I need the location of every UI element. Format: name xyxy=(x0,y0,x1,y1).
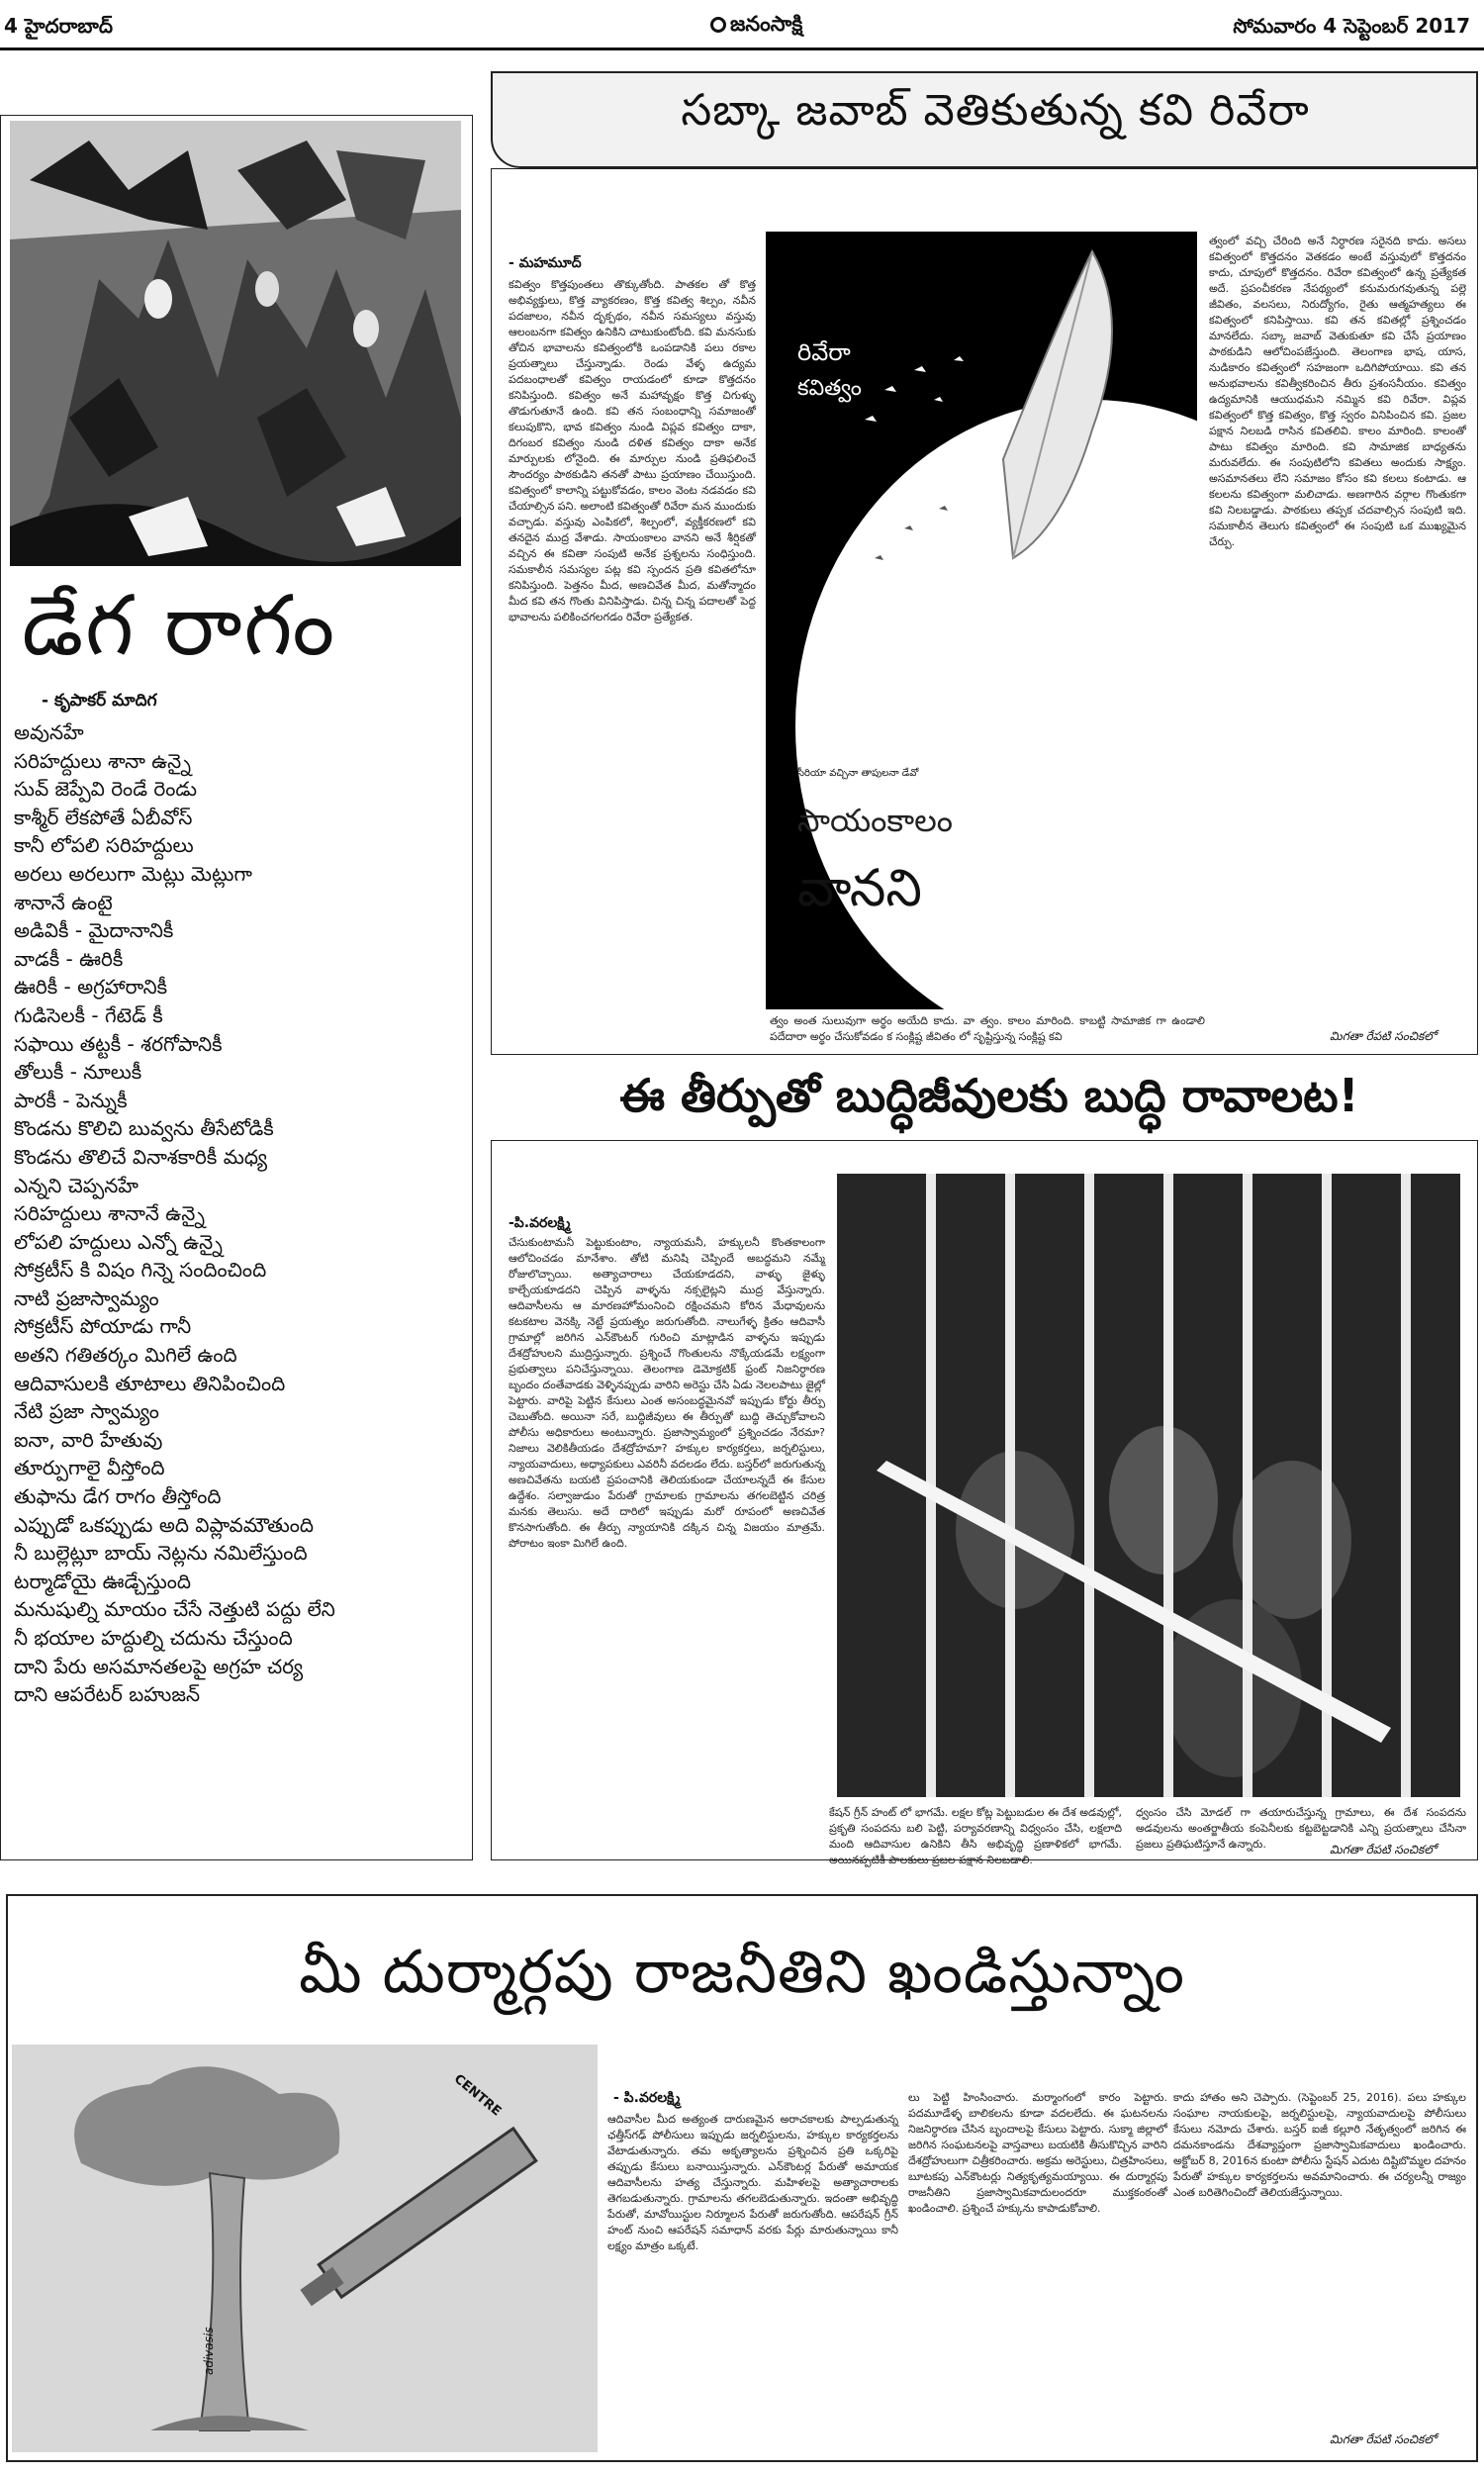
masthead-rule xyxy=(0,48,1484,50)
article1-byline: - మహమూద్ xyxy=(509,255,582,271)
newspaper-logo-icon xyxy=(710,17,726,33)
poem-line: సోక్రటీస్ కి విషం గిన్నె సందించింది xyxy=(14,1258,267,1283)
poem-line: దాని ఆపరేటర్ బహుజన్ xyxy=(14,1682,201,1707)
poem-line: నాటి ప్రజాస్వామ్యం xyxy=(14,1285,159,1310)
poem-line: నేటి ప్రజా స్వామ్యం xyxy=(14,1399,159,1424)
cartoon-image xyxy=(12,2045,598,2452)
poem-line: ఐనా, వారి హేతువు xyxy=(14,1427,163,1452)
article1-col2: త్వంలో వచ్చి చేరింది అనే నిర్ధారణ సరైనది కాదు. అసలు కవిత్వంలో కొత్తదనం వెతకడం అంటే వస్తువులో కొత్తదనం కాదు, చూపులో కొత్తదనం. రివేరా కవిత్వంలో ఉన్న ప్రత్యేకత అదే. ప్రపంచీకరణ నేపథ్యంలో కనుమరుగవుతున్న పల్లె జీవితం, వలసలు, నిరుద్యోగం, రైతు ఆత్మహత్యలు ఈ కవిత్వంలో కనిపిస్తాయి. కవి తన కవితల్లో ప్రశ్నించడం మానలేదు. సబ్కా జవాబ్ వెతుకుతూ కవి చేసే ప్రయాణం పాఠకుడిని ఆలోచింపజేస్తుంది. తెలంగాణ భాష, యాస, నుడికారం కవిత్వంలో సహజంగా ఒదిగిపోయాయి. కవి తన అనుభవాలను కవిత్వీకరించిన తీరు ప్రశంసనీయం. కవిత్వం ఉద్యమానికి ఆయుధమని నమ్మిన కవి రివేరా. విప్లవ కవిత్వంలో కొత్త కవిత్వం, కొత్త స్వరం వినిపించిన కవి. ప్రజల పక్షాన నిలబడి రాసిన కవితలివి. కాలం మారింది. కాలంతో పాటు కవిత్వం మారింది. కవి సామాజిక బాధ్యతను మరువలేదు. ఈ సంపుటిలోని కవితలు అందుకు సాక్ష్యం. అసమానతలు లేని సమాజం కోసం కవి కలలు కంటాడు. ఆ కలలను కవిత్వంగా మలిచాడు. అణగారిన వర్గాల గొంతుకగా కవి నిలబడ్డాడు. పాఠకులు తప్పక చదవాల్సిన సంపుటి ఇది. సమకాలీన తెలుగు కవిత్వంలో ఈ సంపుటి ఒక ముఖ్యమైన చేర్పు. xyxy=(1209,235,1466,548)
poem-line: అడివికీ - మైదానానికీ xyxy=(14,918,174,943)
poem-line: అతని గతితర్కం మిగిలే ఉంది xyxy=(14,1343,237,1368)
issue-date: సోమవారం 4 సెప్టెంబర్ 2017 xyxy=(1233,14,1470,38)
poem-line: లోపలి హద్దులు ఎన్నో ఉన్నై xyxy=(14,1229,223,1254)
poem-line: టర్మాడోయై ఊడ్చేస్తుంది xyxy=(14,1569,192,1593)
article3-col3: కాదు హాతం అని చెప్పారు. (సెప్టెంబర్ 25, 2016). పలు హక్కుల సంఘాల నాయకులపై, జర్నలిస్టులపై, న్యాయవాదులపై పోలీసులు కేసులు నమోదు చేశారు. బస్తర్ ఐజీ కల్లూరి నేతృత్వంలో జరిగిన ఈ దమనకాండను దేశవ్యాప్తంగా ప్రజాస్వామికవాదులు ఖండించారు. అక్టోబర్ 8, 2016న కుంటా పోలీసు స్టేషన్ ఎదుట దిష్టిబొమ్మల దహనం పేరుతో హక్కుల కార్యకర్తలను అవమానించారు. ఈ చర్యలన్నీ రాజ్యం ఎంత బరితెగించిందో తెలియజేస్తున్నాయి. xyxy=(1173,2091,1466,2199)
poem-title: డేగ రాగం xyxy=(22,577,337,674)
article2-byline: -పి.వరలక్ష్మి xyxy=(509,1215,571,1231)
poem-line: కొండను తొలిచే వినాశకారికీ మధ్య xyxy=(14,1144,267,1169)
newspaper-name xyxy=(710,12,802,42)
poem-line: సఫాయి తట్టకీ - శరగోపానికీ xyxy=(14,1031,223,1056)
poem-line: తోలుకీ - నూలుకీ xyxy=(14,1060,142,1085)
article2-headline: ఈ తీర్పుతో బుద్ధిజీవులకు బుద్ధి రావాలట! xyxy=(619,1069,1359,1122)
article3-col2: లు పెట్టి హింసించారు. మర్మాంగంలో కారం పెట్టారు. పదమూడేళ్ళ బాలికలను కూడా వదలలేదు. ఈ ఘటనలను నిజనిర్ధారణ చేసిన బృందాలపై కేసులు పెట్టారు. సుక్మా జిల్లాలో జరిగిన సంఘటనలపై వాస్తవాలు బయటికి తీసుకొచ్చిన వారిని దేశద్రోహులుగా చిత్రీకరించారు. అక్రమ అరెస్టులు, చిత్రహింసలు, బూటకపు ఎన్‌కౌంటర్లు నిత్యకృత్యమయ్యాయి. ఈ దుర్మార్గపు రాజనీతిని ప్రజాస్వామికవాదులందరూ ముక్తకంఠంతో ఖండించాలి. ప్రశ్నించే హక్కును కాపాడుకోవాలి. xyxy=(908,2091,1167,2215)
article2-credit: మిగతా రేపటి సంచికలో xyxy=(1330,1843,1437,1856)
poem-line: వాడకీ - ఊరికీ xyxy=(14,946,124,971)
poem-line: తుఫాను డేగ రాగం తీస్తోంది xyxy=(14,1484,222,1509)
article1-credit: మిగతా రేపటి సంచికలో xyxy=(1330,1029,1437,1043)
poem-line: మనుషుల్ని మాయం చేసే నెత్తుటి పద్దు లేని xyxy=(14,1597,335,1622)
poem-artwork xyxy=(10,121,461,566)
poem-line: నీ భయాల హద్దుల్ని చదును చేస్తుంది xyxy=(14,1626,293,1650)
cartoon-label-centre: CENTRE xyxy=(450,2071,505,2120)
book-subtitle: కవిత్వం xyxy=(797,376,862,401)
article2-bottom-left: కేషన్ గ్రీన్ హంట్ లో భాగమే. లక్షల కోట్ల పెట్టుబడుల ఈ దేశ అడవుల్లో, ప్రకృతి సంపదను బలి పెట్టి, పర్యావరణాన్ని విధ్వంసం చేసి, లక్షలాది మంది ఆదివాసుల ఉనికిని తీసి అభివృద్ధి ప్రణాళికలో భాగమే. అయినప్పటికీ పాలకులు ప్రజల పక్షాన నిలబడాలి. xyxy=(829,1806,1122,1866)
article1-headline: సబ్కా జవాబ్ వెతికుతున్న కవి రివేరా xyxy=(681,85,1310,136)
poem-line: ఊరికీ - అగ్రహారానికీ xyxy=(14,975,168,1000)
article3-credit: మిగతా రేపటి సంచికలో xyxy=(1330,2432,1437,2446)
poem-line: దాని పేరు అసమానతలపై అగ్రహ చర్య xyxy=(14,1654,304,1678)
poem-line: ఎన్నని చెప్పనహే xyxy=(14,1173,139,1197)
book-title-line1: సాయంకాలం xyxy=(797,802,954,839)
book-tagline: సీరియా వచ్చినా తాపులనా డేవో xyxy=(797,768,919,779)
poem-line: అరలు అరలుగా మెట్లు మెట్లుగా xyxy=(14,861,252,886)
poem-lines xyxy=(14,718,465,1709)
poem-line: కొండను కొలిచి బువ్వను తీసేటోడికీ xyxy=(14,1116,274,1141)
poem-line: సువ్ జెప్పేవి రెండే రెండు xyxy=(14,777,198,802)
poem-line: నీ బుల్లెట్లూ బాయ్ నెట్లను నమిలేస్తుంది xyxy=(14,1541,308,1566)
poem-line: సరిహద్దులు శానానే ఉన్నై xyxy=(14,1201,205,1226)
article3-headline: మీ దుర్మార్గపు రాజనీతిని ఖండిస్తున్నాం xyxy=(299,1938,1185,2007)
poem-line: గుడిసెలకీ - గేటెడ్ కీ xyxy=(14,1002,163,1027)
poem-author: - కృపాకర్ మాదిగ xyxy=(42,691,157,711)
poem-line: సరిహద్దులు శానా ఉన్నై xyxy=(14,748,191,773)
poem-line: కానీ లోపలి సరిహద్దులు xyxy=(14,833,194,858)
poem-line: తూర్పుగాలై వీస్తోంది xyxy=(14,1456,165,1480)
book-title-line2: వానని xyxy=(797,859,922,918)
poem-line: సోక్రటీస్ పోయాడు గానీ xyxy=(14,1314,192,1339)
article2-bottom-right: ధ్వంసం చేసి మోడల్ గా తయారుచేస్తున్న గ్రామాలు, ఈ దేశ సంపదను అడవులను అంతర్జాతీయ కంపెనీలకు కట్టబెట్టడానికి ఎన్ని ప్రయత్నాలు చేసినా ప్రజలు ప్రతిఘటిస్తూనే ఉన్నారు. xyxy=(1136,1806,1466,1851)
cartoon-label-tree: adivasis xyxy=(202,2327,216,2375)
article2-col1: చేసుకుంటామనీ పెట్టుకుంటాం, న్యాయమనీ, హక్కులనీ కొంతకాలంగా ఆలోచించడం మానేశాం. తోటి మనిషి చెప్పిందే అబద్ధమని నమ్మే రోజులొచ్చాయి. అత్యాచారాలు చేయకూడదని, వాళ్ళు జైళ్ళు కాల్చేయకూడదని చెప్పిన వాళ్ళను నక్సలైట్లని ముద్ర వేస్తున్నారు. ఆదివాసీలను ఆ మారణహోమంనించి రక్షించమని కోరిన మేధావులను కటకటాల వెనక్కి నెట్టే ప్రయత్నం జరుగుతోంది. నాలుగేళ్ళ క్రితం ఆదివాసీ గ్రామాల్లో జరిగిన ఎన్‌కౌంటర్ గురించి మాట్లాడిన వాళ్ళను ఇప్పుడు దేశద్రోహులని ముద్రిస్తున్నారు. ప్రశ్నించే గొంతులను నొక్కేయడమే లక్ష్యంగా ప్రభుత్వాలు పనిచేస్తున్నాయి. తెలంగాణ డెమోక్రటిక్ ఫ్రంట్ నిజనిర్ధారణ బృందం దంతేవాడకు వెళ్ళినప్పుడు వారిని అరెస్టు చేసి ఏడు నెలలపాటు జైల్లో పెట్టారు. వారిపై పెట్టిన కేసులు ఎంత అసంబద్ధమైనవో ఇప్పుడు కోర్టు తీర్పు చెబుతోంది. అయినా సరే, బుద్ధిజీవులు ఈ తీర్పుతో బుద్ధి తెచ్చుకోవాలని పోలీసు అధికారులు అంటున్నారు. ప్రజాస్వామ్యంలో ప్రశ్నించడం నేరమా? నిజాలు వెలికితీయడం దేశద్రోహమా? హక్కుల కార్యకర్తలు, జర్నలిస్టులు, న్యాయవాదులు, అధ్యాపకులు ఎవరినీ వదలడం లేదు. బస్తర్‌లో జరుగుతున్న అణచివేతను బయటి ప్రపంచానికి తెలియకుండా చేయాలన్నదే ఈ కేసుల ఉద్దేశం. సల్వాజుడుం పేరుతో గ్రామాలకు గ్రామాలను తగలబెట్టిన చరిత్ర మనకు తెలుసు. అదే దారిలో ఇప్పుడు మరో రూపంలో అణచివేత కొనసాగుతోంది. ఈ తీర్పు న్యాయానికి దక్కిన చిన్న విజయం మాత్రమే. పోరాటం ఇంకా మిగిలే ఉంది. xyxy=(509,1236,825,1550)
poem-line: కాశ్మీర్ లేకపోతే ఏబీవోస్ xyxy=(14,805,193,829)
article1-col1: కవిత్వం కొత్తపుంతలు తొక్కుతోంది. పాతకల తో కొత్త అభివ్యక్తులు, కొత్త వ్యాకరణం, కొత్త కవిత్వ శిల్పం, నవీన పదజాలం, నవీన దృక్పథం, నవీన సమస్యలు వస్తువు ఆలంబనగా కవిత్వం ఉనికిని చాటుకుంటోంది. కవి మనసుకు తోచిన భావాలను కవిత్వంలోకి ఒంపడానికి పలు రకాల ప్రయత్నాలు చేస్తున్నాడు. రెండు వేళ్ళ ఉద్యమ పదబంధాలతో కవిత్వం రాయడంలో కూడా కొత్తదనం కనిపిస్తుంది. కవిత్వం అనే మహావృక్షం కొత్త చిగుళ్ళు తొడుగుతూనే ఉంది. కవి తన సంబంధాన్ని సమాజంతో కలుపుకొని, భావ కవిత్వం నుండి విప్లవ కవిత్వం దాకా, దిగంబర కవిత్వం నుండి దళిత కవిత్వం దాకా అనేక మార్పులకు లోనైంది. ఈ మార్పుల నుండి ప్రతిఫలించే సౌందర్యం పాఠకుడిని తనతో పాటు ప్రయాణం చేయిస్తుంది. కవిత్వంలో కాలాన్ని పట్టుకోవడం, కాలం వెంట నడవడం కవి చేయాల్సిన పని. అలాంటి కవిత్వంతో రివేరా మన ముందుకు వచ్చాడు. వస్తువు ఎంపికలో, శిల్పంలో, వ్యక్తీకరణలో కవి తనదైన ముద్ర వేశాడు. సాయంకాలం వానని అనే శీర్షికతో వచ్చిన ఈ కవితా సంపుటి అనేక ప్రశ్నలను సంధిస్తుంది. సమకాలీన సమస్యల పట్ల కవి స్పందన ప్రతి కవితలోనూ కనిపిస్తుంది. పెత్తనం మీద, అణచివేత మీద, మతోన్మాదం మీద కవి తన గొంతు వినిపిస్తాడు. చిన్న చిన్న పదాలతో పెద్ద భావాలను పలికించగలగడం రివేరా ప్రత్యేకత. xyxy=(509,278,756,623)
page-number-city: 4 హైదరాబాద్ xyxy=(4,14,113,38)
article3-byline: - పి.వరలక్ష్మి xyxy=(613,2090,681,2106)
poem-line: ఎప్పుడో ఒకప్పుడు అది విప్లావమౌతుంది xyxy=(14,1512,315,1537)
prison-bars-image xyxy=(837,1174,1460,1797)
newspaper-name-text: జనంసాక్షి xyxy=(730,12,803,36)
poem-line: అవునహే xyxy=(14,720,84,744)
poem-line: ఆదివాసులకి తూటాలు తినిపించింది xyxy=(14,1371,286,1395)
poem-line: పారకీ - పెన్నుకీ xyxy=(14,1088,128,1112)
book-author: రివేరా xyxy=(797,338,851,366)
article1-bottom-text: త్వం అంత సులువుగా అర్థం అయేది కాదు. వా త్వం. కాలం మారింది. కాబట్టి సామాజిక గా ఉండాలి పదేదారా అర్థం చేసుకోవడం క సంక్లిష్ట జీవితం లో సృష్టిస్తున్న సంక్లిష్ట కవి xyxy=(770,1014,1205,1043)
article3-col1: ఆదివాసీల మీద అత్యంత దారుణమైన అరాచకాలకు పాల్పడుతున్న ఛత్తీస్‌గఢ్ పోలీసులు ఇప్పుడు జర్నలిస్టులను, హక్కుల కార్యకర్తలను వేటాడుతున్నారు. తమ అకృత్యాలను ప్రశ్నించిన ప్రతి ఒక్కరిపై తప్పుడు కేసులు బనాయిస్తున్నారు. ఎన్‌కౌంటర్ల పేరుతో అమాయక ఆదివాసీలను హత్య చేస్తున్నారు. మహిళలపై అత్యాచారాలకు తెగబడుతున్నారు. గ్రామాలను తగలబెడుతున్నారు. ఇదంతా అభివృద్ధి పేరుతో, మావోయిస్టుల నిర్మూలన పేరుతో జరుగుతోంది. ఆపరేషన్ గ్రీన్ హంట్ నుంచి ఆపరేషన్ సమాధాన్ వరకు పేర్లు మారుతున్నాయి కానీ లక్ష్యం మాత్రం ఒక్కటే. xyxy=(607,2113,898,2252)
poem-line: శానానే ఉంటై xyxy=(14,890,113,914)
